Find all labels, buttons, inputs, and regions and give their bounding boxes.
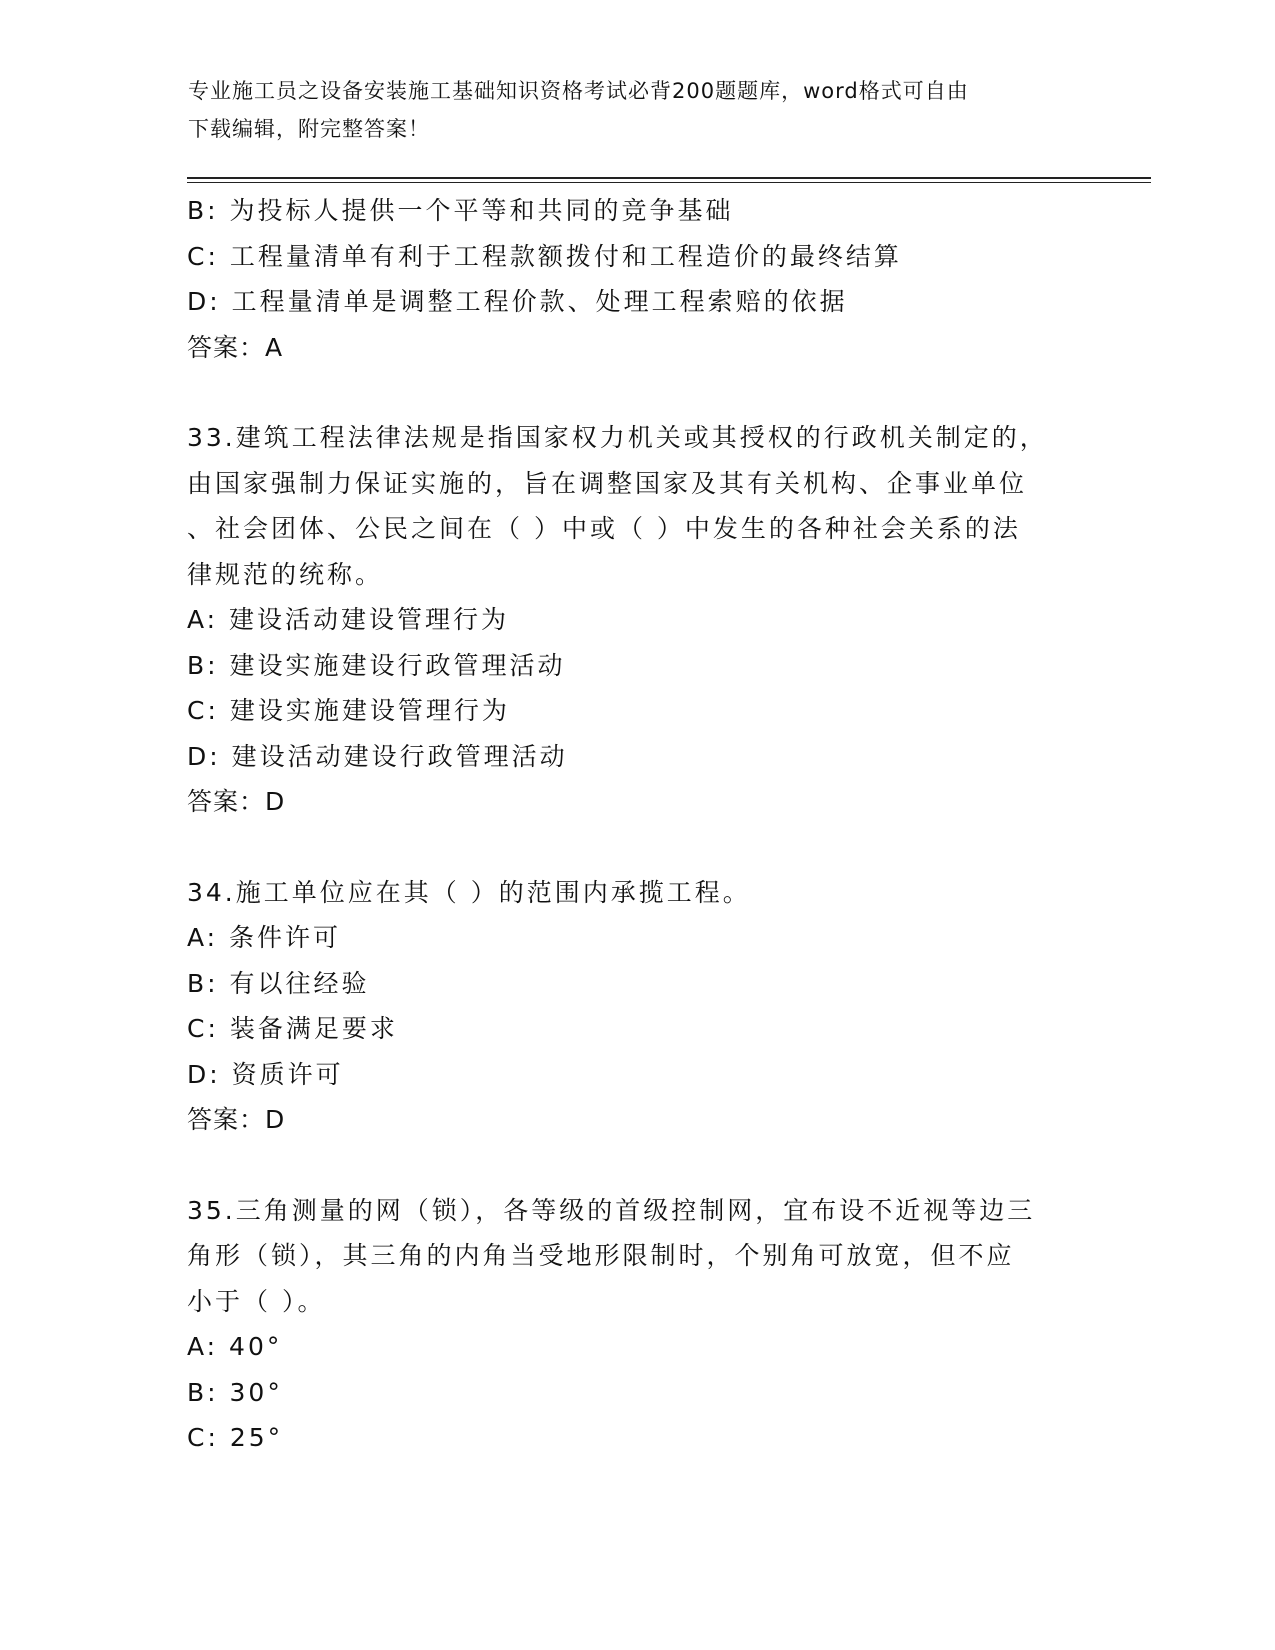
question-stem-line: 律规范的统称。 (187, 559, 384, 589)
question-block-33 (187, 415, 1087, 825)
option-a: A: 条件许可 (187, 923, 342, 952)
question-stem-line: 33.建筑工程法律法规是指国家权力机关或其授权的行政机关制定的， (187, 423, 1048, 452)
answer-line: 答案：A (187, 332, 284, 362)
question-stem-line: 、社会团体、公民之间在（ ）中或（ ）中发生的各种社会关系的法 (187, 514, 1021, 543)
option-c: C: 25° (187, 1423, 284, 1452)
header-divider-thin (187, 182, 1151, 183)
option-b: B: 有以往经验 (187, 968, 370, 998)
header-line-2: 下载编辑，附完整答案！ (188, 117, 430, 141)
question-stem-line: 34.施工单位应在其（ ）的范围内承揽工程。 (187, 877, 751, 907)
option-b: B: 30° (187, 1377, 283, 1407)
option-c: C: 建设实施建设管理行为 (187, 696, 510, 725)
question-stem-line: 由国家强制力保证实施的，旨在调整国家及其有关机构、企事业单位 (187, 468, 1028, 498)
option-a: A: 40° (187, 1332, 283, 1361)
question-stem-line: 角形（锁），其三角的内角当受地形限制时，个别角可放宽，但不应 (187, 1241, 1015, 1270)
question-block-34 (187, 870, 1087, 1143)
question-stem-line: 小于（ ）。 (187, 1286, 326, 1316)
answer-line: 答案：D (187, 787, 286, 816)
answer-line: 答案：D (187, 1105, 286, 1134)
option-b: B: 为投标人提供一个平等和共同的竞争基础 (187, 196, 734, 225)
option-c: C: 装备满足要求 (187, 1014, 398, 1043)
option-c: C: 工程量清单有利于工程款额拨付和工程造价的最终结算 (187, 241, 902, 271)
question-content (187, 188, 1087, 1461)
header-divider (187, 177, 1151, 179)
question-stem-line: 35.三角测量的网（锁），各等级的首级控制网，宜布设不近视等边三 (187, 1195, 1036, 1225)
option-b: B: 建设实施建设行政管理活动 (187, 650, 566, 680)
question-block-35 (187, 1188, 1087, 1461)
option-a: A: 建设活动建设管理行为 (187, 605, 510, 634)
option-d: D: 建设活动建设行政管理活动 (187, 741, 568, 771)
option-d: D: 工程量清单是调整工程价款、处理工程索赔的依据 (187, 287, 848, 316)
option-d: D: 资质许可 (187, 1059, 344, 1089)
header-line-1: 专业施工员之设备安装施工基础知识资格考试必背200题题库，word格式可自由 (188, 79, 969, 103)
question-block-32 (187, 188, 1087, 370)
document-header (188, 72, 1088, 148)
